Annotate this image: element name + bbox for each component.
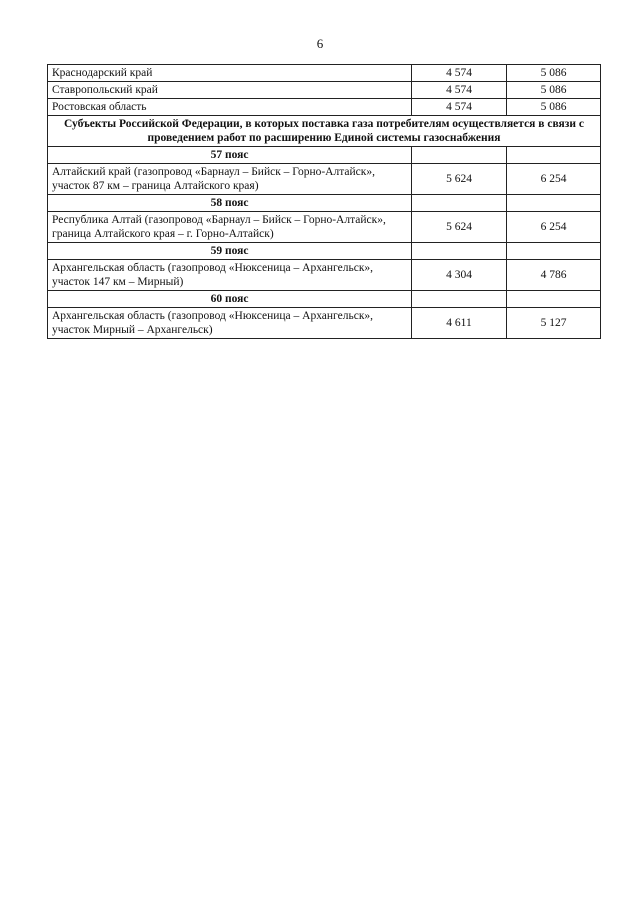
section-heading: Субъекты Российской Федерации, в которых поставка газа потребителям осуществляется в связи с проведением работ по расширению Единой системы газоснабжения (48, 116, 601, 147)
value1-cell: 4 304 (412, 260, 507, 291)
value2-cell: 5 086 (507, 82, 601, 99)
table-row (48, 82, 601, 99)
value2-cell: 5 127 (507, 308, 601, 339)
table-row (48, 212, 601, 243)
table-row (48, 308, 601, 339)
region-cell: Архангельская область (газопровод «Нюксеница – Архангельск», участок Мирный – Архангельск) (48, 308, 412, 339)
table-row (48, 99, 601, 116)
empty-cell (412, 243, 507, 260)
zone-heading-row (48, 291, 601, 308)
empty-cell (412, 291, 507, 308)
table-row (48, 164, 601, 195)
empty-cell (507, 195, 601, 212)
table-row (48, 260, 601, 291)
region-cell: Алтайский край (газопровод «Барнаул – Бийск – Горно-Алтайск», участок 87 км – граница Алтайского края) (48, 164, 412, 195)
value1-cell: 4 574 (412, 65, 507, 82)
value1-cell: 5 624 (412, 164, 507, 195)
value2-cell: 5 086 (507, 65, 601, 82)
zone-label: 58 пояс (48, 195, 412, 212)
zone-heading-row (48, 195, 601, 212)
empty-cell (507, 243, 601, 260)
tariff-table (47, 64, 601, 339)
value2-cell: 6 254 (507, 212, 601, 243)
section-heading-row (48, 116, 601, 147)
value1-cell: 4 574 (412, 99, 507, 116)
empty-cell (507, 147, 601, 164)
value2-cell: 6 254 (507, 164, 601, 195)
table-row (48, 65, 601, 82)
empty-cell (412, 147, 507, 164)
zone-heading-row (48, 147, 601, 164)
value2-cell: 5 086 (507, 99, 601, 116)
value2-cell: 4 786 (507, 260, 601, 291)
empty-cell (507, 291, 601, 308)
zone-label: 59 пояс (48, 243, 412, 260)
region-cell: Краснодарский край (48, 65, 412, 82)
region-cell: Республика Алтай (газопровод «Барнаул – Бийск – Горно-Алтайск», граница Алтайского края – г. Горно-Алтайск) (48, 212, 412, 243)
value1-cell: 4 611 (412, 308, 507, 339)
zone-label: 60 пояс (48, 291, 412, 308)
empty-cell (412, 195, 507, 212)
region-cell: Архангельская область (газопровод «Нюксеница – Архангельск», участок 147 км – Мирный) (48, 260, 412, 291)
page-number: 6 (316, 36, 324, 51)
zone-label: 57 пояс (48, 147, 412, 164)
value1-cell: 5 624 (412, 212, 507, 243)
region-cell: Ростовская область (48, 99, 412, 116)
value1-cell: 4 574 (412, 82, 507, 99)
zone-heading-row (48, 243, 601, 260)
region-cell: Ставропольский край (48, 82, 412, 99)
